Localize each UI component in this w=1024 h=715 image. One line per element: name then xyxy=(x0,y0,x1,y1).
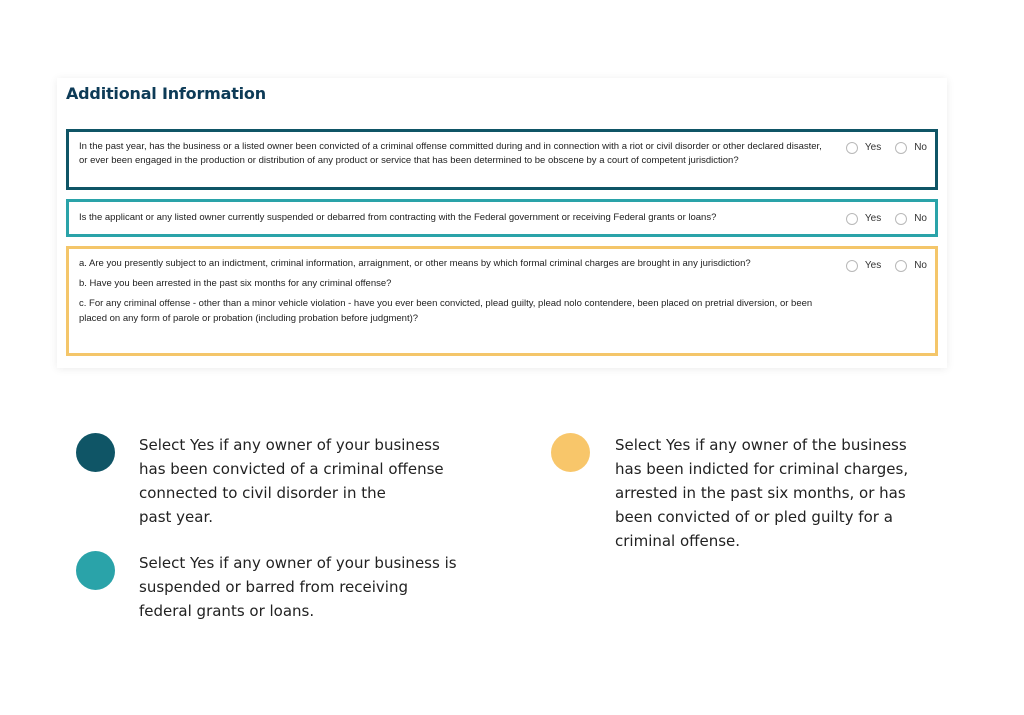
legend-text: Select Yes if any owner of the business has been indicted for criminal charges, arrested in the past six months, or has been convicted of or pled guilty for a criminal offense. xyxy=(615,436,909,550)
section-title: Additional Information xyxy=(66,84,266,103)
yes-label: Yes xyxy=(864,260,882,271)
question-text xyxy=(79,257,824,326)
question-part-b: b. Have you been arrested in the past six months for any criminal offense? xyxy=(79,278,392,290)
question-criminal-charges xyxy=(66,246,938,356)
no-option[interactable] xyxy=(895,212,927,226)
teal-dot-icon xyxy=(76,551,115,590)
no-option[interactable] xyxy=(895,259,927,273)
question-text: Is the applicant or any listed owner currently suspended or debarred from contracting with the Federal government or receiving Federal grants or loans? xyxy=(79,212,717,223)
legend-item-yellow xyxy=(551,433,908,553)
yellow-dot-icon xyxy=(551,433,590,472)
yes-label: Yes xyxy=(864,213,882,224)
question-suspended-debarred xyxy=(66,199,938,237)
no-radio[interactable] xyxy=(895,260,907,272)
legend-item-teal xyxy=(76,551,457,623)
yes-radio[interactable] xyxy=(846,213,858,225)
legend-text: Select Yes if any owner of your business is suspended or barred from receiving federal grants or loans. xyxy=(139,554,457,620)
yes-radio[interactable] xyxy=(846,260,858,272)
question-part-c: c. For any criminal offense - other than a minor vehicle violation - have you ever been convicted, plead guilty, plead nolo contendere, been placed on pretrial diversion, or been placed on any form of parole or probation (including probation before judgment)? xyxy=(79,298,813,324)
yes-option[interactable] xyxy=(846,141,881,155)
no-radio[interactable] xyxy=(895,142,907,154)
yes-label: Yes xyxy=(864,142,882,153)
yes-option[interactable] xyxy=(846,212,881,226)
legend-text: Select Yes if any owner of your business has been convicted of a criminal offense connected to civil disorder in the past year. xyxy=(139,436,444,526)
no-label: No xyxy=(914,260,927,271)
question-criminal-offense xyxy=(66,129,938,190)
yes-radio[interactable] xyxy=(846,142,858,154)
yes-no-options xyxy=(846,259,927,273)
no-option[interactable] xyxy=(895,141,927,155)
yes-no-options xyxy=(846,212,927,226)
no-label: No xyxy=(914,142,927,153)
legend-item-dark-teal xyxy=(76,433,444,529)
no-label: No xyxy=(914,213,927,224)
yes-option[interactable] xyxy=(846,259,881,273)
question-text: In the past year, has the business or a listed owner been convicted of a criminal offense committed during and in connection with a riot or civil disorder or other declared disaster, or ever been engaged in the production or distribution of any product or service that has been determined to be obscene by a court of competent jurisdiction? xyxy=(79,141,822,167)
dark-teal-dot-icon xyxy=(76,433,115,472)
question-part-a: a. Are you presently subject to an indictment, criminal information, arraignment, or other means by which formal criminal charges are brought in any jurisdiction? xyxy=(79,258,751,269)
no-radio[interactable] xyxy=(895,213,907,225)
yes-no-options xyxy=(846,141,927,155)
